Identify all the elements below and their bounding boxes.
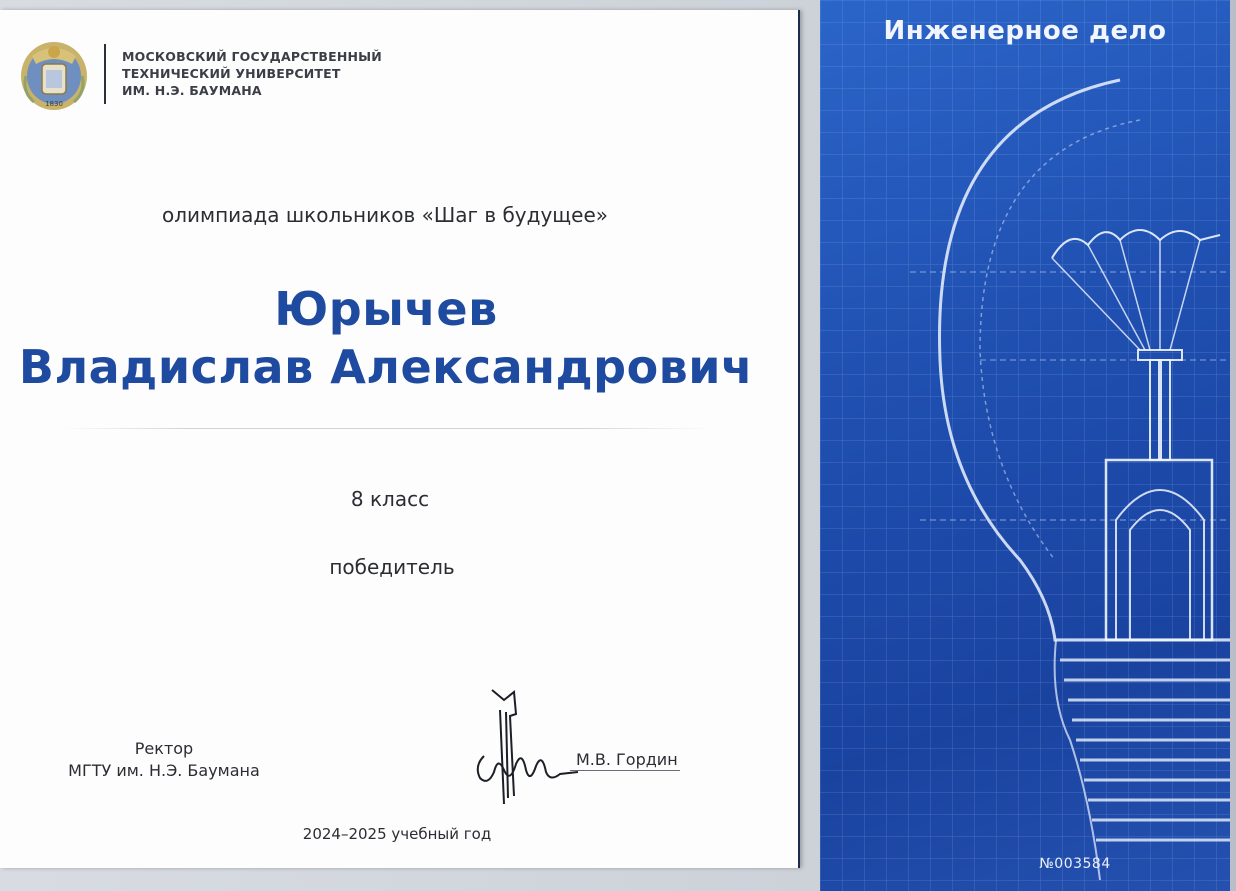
grade-label: 8 класс — [350, 487, 430, 511]
rector-title — [34, 738, 294, 782]
certificate-number: №003584 — [1039, 856, 1111, 872]
bauman-crest-icon — [18, 36, 90, 112]
lightbulb-blueprint-icon — [820, 0, 1230, 891]
separator-line — [60, 428, 710, 429]
rector-title-line1: Ректор — [134, 739, 194, 758]
logo-divider — [104, 44, 106, 104]
seal-year: 1830 — [45, 100, 63, 108]
panel-title: Инженерное дело — [883, 16, 1167, 46]
signer-name: М.В. Гордин — [576, 750, 678, 769]
recipient-surname: Юрычев — [274, 282, 498, 336]
university-name — [122, 48, 382, 99]
university-name-line1: МОСКОВСКИЙ ГОСУДАРСТВЕННЫЙ — [122, 49, 382, 64]
olympiad-title: олимпиада школьников «Шаг в будущее» — [161, 203, 608, 227]
academic-year: 2024–2025 учебный год — [302, 825, 492, 843]
cover-panel — [820, 0, 1230, 891]
signature-icon — [470, 686, 580, 808]
panel-edge — [1230, 0, 1236, 891]
recipient-given-names: Владислав Александрович — [18, 340, 754, 394]
university-name-line3: ИМ. Н.Э. БАУМАНА — [122, 83, 262, 98]
award-status: победитель — [329, 555, 455, 579]
certificate-sheet — [0, 10, 800, 868]
university-name-line2: ТЕХНИЧЕСКИЙ УНИВЕРСИТЕТ — [122, 66, 341, 81]
rector-title-line2: МГТУ им. Н.Э. Баумана — [68, 761, 260, 780]
signature-line — [570, 770, 680, 771]
